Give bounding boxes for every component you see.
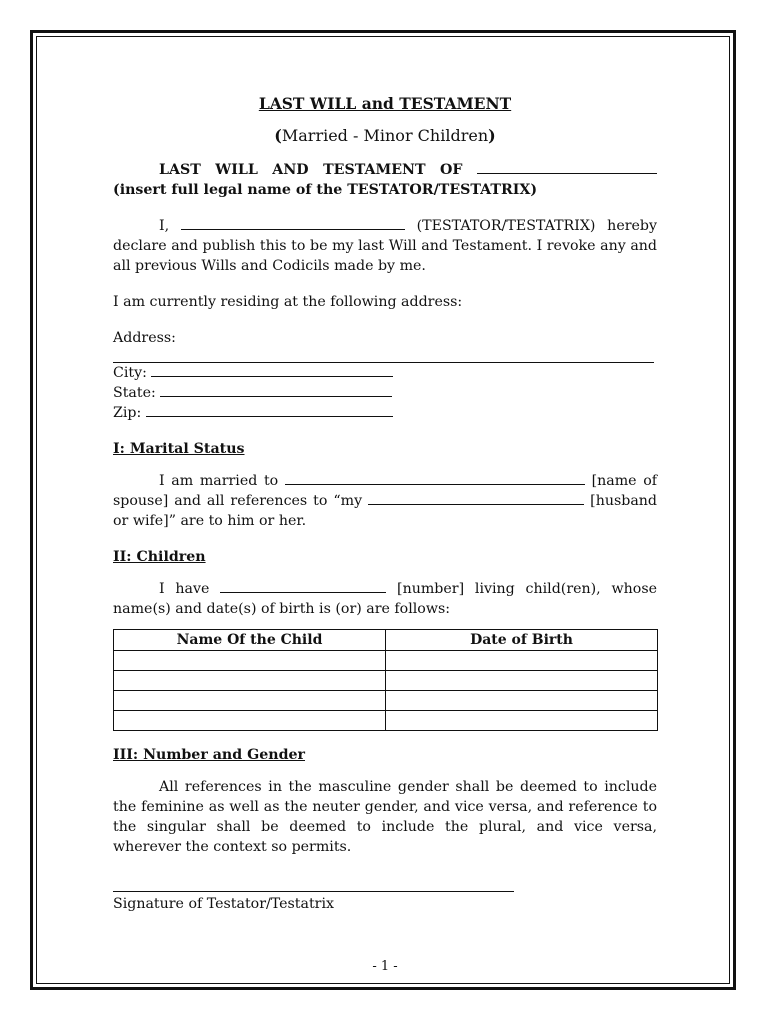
intro-tail: full legal name of the TESTATOR/TESTATRIX) xyxy=(171,182,538,198)
children-count-blank[interactable] xyxy=(220,579,386,593)
zip-field xyxy=(113,403,657,423)
column-header-child-name: Name Of the Child xyxy=(114,630,386,651)
children-table xyxy=(113,629,658,731)
marital-text-3: [husband or wife]” are to him or her. xyxy=(113,493,658,529)
state-blank[interactable] xyxy=(160,383,392,397)
child-dob-cell[interactable] xyxy=(386,671,658,691)
declarant-name-blank[interactable] xyxy=(181,216,405,230)
subtitle-text: Married - Minor Children xyxy=(281,126,489,145)
testator-name-blank[interactable] xyxy=(477,160,657,174)
child-dob-cell[interactable] xyxy=(386,711,658,731)
child-name-cell[interactable] xyxy=(114,671,386,691)
spouse-ref-blank[interactable] xyxy=(368,491,584,505)
child-dob-cell[interactable] xyxy=(386,691,658,711)
section-marital-heading: I: Marital Status xyxy=(113,441,245,457)
marital-text-2: [name of spouse] and all references to “my xyxy=(113,473,658,509)
declaration-paragraph xyxy=(113,216,657,276)
children-paragraph xyxy=(113,579,657,619)
intro-lead: LAST WILL AND TESTAMENT OF xyxy=(159,162,463,178)
zip-blank[interactable] xyxy=(146,403,393,417)
column-header-date-of-birth: Date of Birth xyxy=(386,630,658,651)
document-subtitle xyxy=(113,126,657,146)
child-dob-cell[interactable] xyxy=(386,651,658,671)
document-body xyxy=(113,94,657,914)
marital-paragraph xyxy=(113,471,657,531)
signature-label: Signature of Testator/Testatrix xyxy=(113,896,334,912)
gender-paragraph: All references in the masculine gender shall be deemed to include the feminine as well as the neuter gender, and vice versa, and reference to the singular shall be deemed to include the plural, and vice versa, wherever the context so permits. xyxy=(113,779,657,855)
child-name-cell[interactable] xyxy=(114,691,386,711)
table-row xyxy=(114,711,658,731)
address-label: Address: xyxy=(113,330,176,346)
state-field xyxy=(113,383,657,403)
state-label: State: xyxy=(113,385,156,401)
children-table-header-row xyxy=(114,630,658,651)
table-row xyxy=(114,671,658,691)
intro-insert: (insert xyxy=(113,182,167,198)
subtitle-open-paren: ( xyxy=(274,126,282,145)
section-gender-heading: III: Number and Gender xyxy=(113,747,305,763)
zip-label: Zip: xyxy=(113,405,142,421)
spouse-name-blank[interactable] xyxy=(285,471,585,485)
signature-blank[interactable] xyxy=(113,881,514,892)
table-row xyxy=(114,651,658,671)
marital-text-1: I am married to xyxy=(159,473,279,489)
child-name-cell[interactable] xyxy=(114,651,386,671)
intro-paragraph xyxy=(113,160,657,200)
section-children-heading: II: Children xyxy=(113,549,206,565)
declaration-prefix: I, xyxy=(159,218,170,234)
address-blank[interactable] xyxy=(113,352,654,363)
city-label: City: xyxy=(113,365,147,381)
child-name-cell[interactable] xyxy=(114,711,386,731)
city-blank[interactable] xyxy=(151,363,393,377)
subtitle-close-paren: ) xyxy=(488,126,496,145)
declaration-role: (TESTATOR/TESTATRIX) hereby xyxy=(416,218,657,234)
table-row xyxy=(114,691,658,711)
document-title: LAST WILL and TESTAMENT xyxy=(258,94,512,113)
declaration-rest: declare and publish this to be my last Will and Testament. I revoke any and all previous Wills and Codicils made by me. xyxy=(113,238,657,274)
page-number: - 1 - xyxy=(372,959,398,974)
residing-text: I am currently residing at the following address: xyxy=(113,294,463,310)
children-text-1: I have xyxy=(159,581,210,597)
city-field xyxy=(113,363,657,383)
children-text-2: [number] living child(ren), whose name(s) and date(s) of birth is (or) are follows: xyxy=(113,581,657,617)
